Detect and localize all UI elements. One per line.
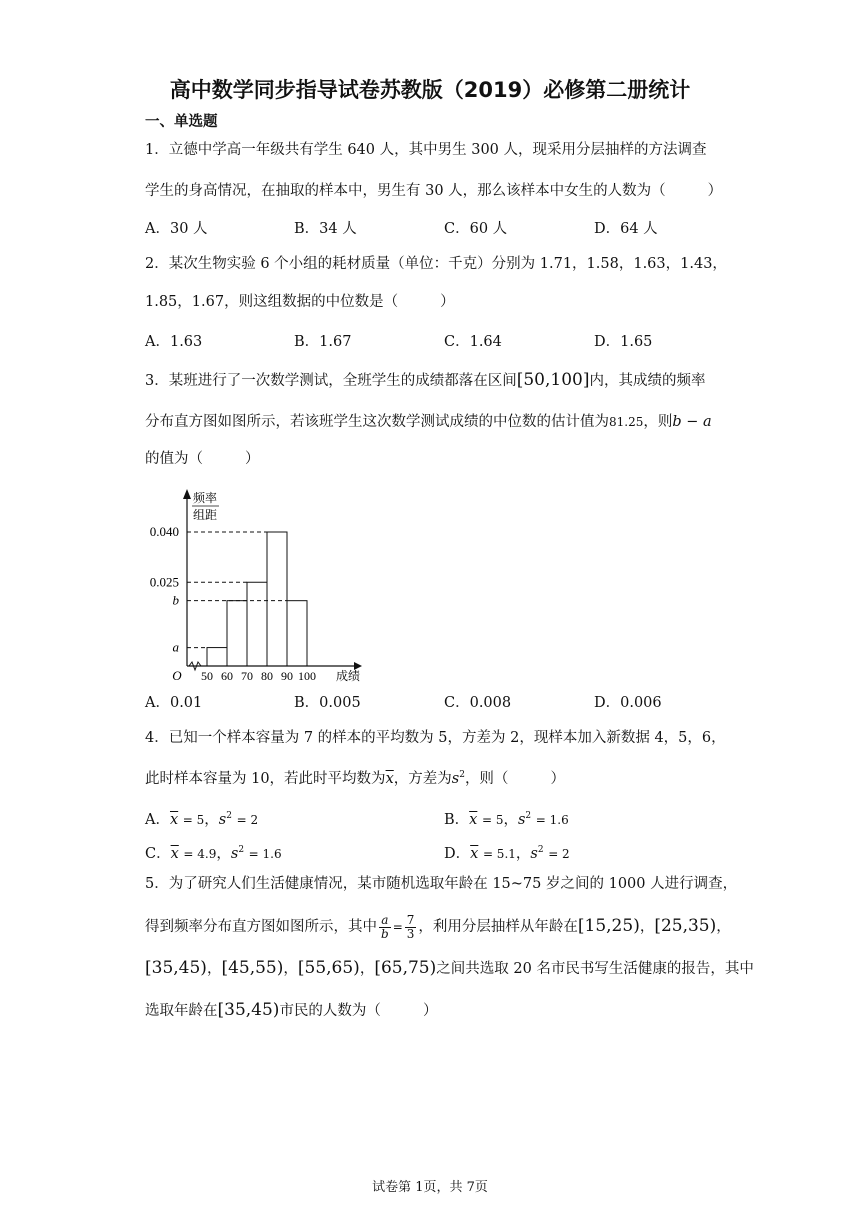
- q4-option-b: B．$\overline{x} = 5$，$s^2 = 1.6$: [444, 811, 569, 828]
- y-axis-arrow: [183, 489, 191, 499]
- x-tick-label: 70: [241, 669, 253, 683]
- q4-line1: 4．已知一个样本容量为 7 的样本的平均数为 5，方差为 2，现样本加入新数据 4，5，6，: [145, 730, 726, 746]
- q2-option-b: B．1.67: [294, 334, 352, 350]
- q3-option-a: A．0.01: [145, 695, 203, 711]
- q3-interval: [50,100]: [516, 370, 590, 390]
- q3-line2: 分布直方图如图所示，若该班学生这次数学测试成绩的中位数的估计值为81.25，则b − a: [145, 414, 712, 430]
- page-footer: 试卷第 1页，共 7页: [372, 1180, 488, 1195]
- origin-label: O: [172, 668, 182, 683]
- q1-option-c: C．60 人: [444, 221, 508, 237]
- section-heading: 一、单选题: [145, 114, 218, 130]
- q4-option-d: D．$\overline{x} = 5.1$，$s^2 = 2$: [444, 845, 570, 862]
- page-title: 高中数学同步指导试卷苏教版（2019）必修第二册统计: [169, 78, 691, 102]
- q4-option-c: C．$\overline{x} = 4.9$，$s^2 = 1.6$: [145, 845, 282, 862]
- q3-line3: 的值为（ ）: [145, 451, 260, 467]
- y-axis-label-bottom: 组距: [193, 508, 218, 522]
- q5-line2: 得到频率分布直方图如图所示，其中 $\frac{a}{b}$ = $\frac{7}{3}$ ，利用分层抽样从年龄在[15,25)，[25,35)，: [145, 912, 731, 941]
- histogram-chart: [140, 484, 380, 684]
- y-axis-label-top: 频率: [193, 491, 218, 505]
- q4-line2: 此时样本容量为 10，若此时平均数为$\overline{x}$，方差为$s^2$，则（ ）: [145, 770, 565, 787]
- q3-option-c: C．0.008: [444, 695, 512, 711]
- histogram-bar: [247, 582, 267, 666]
- q2-line1: 2．某次生物实验 6 个小组的耗材质量（单位：千克）分别为 1.71，1.58，1.63，1.43，: [145, 256, 727, 272]
- q1-option-d: D．64 人: [594, 221, 658, 237]
- q3-expr: b − a: [672, 414, 712, 430]
- x-tick-label: 50: [201, 669, 213, 683]
- x-tick-label: 80: [261, 669, 273, 683]
- q2-line2: 1.85，1.67，则这组数据的中位数是（ ）: [145, 294, 455, 310]
- q4-s2: s: [451, 770, 460, 787]
- q3-line1: 3．某班进行了一次数学测试，全班学生的成绩都落在区间[50,100]内，其成绩的频率: [145, 370, 706, 390]
- q2-option-c: C．1.64: [444, 334, 502, 350]
- histogram-bar: [207, 648, 227, 666]
- y-tick-label: 0.025: [149, 574, 179, 590]
- q3-median: 81.25: [609, 415, 644, 429]
- q4-option-a: A．$\overline{x} = 5$，$s^2 = 2$: [145, 811, 259, 828]
- histogram-bar: [267, 532, 287, 666]
- y-tick-label: 0.040: [149, 524, 179, 539]
- q3-option-b: B．0.005: [294, 695, 361, 711]
- y-tick-label: a: [172, 639, 179, 655]
- q4-xbar: $\overline{x}$: [385, 770, 394, 787]
- q5-line1: 5．为了研究人们生活健康情况，某市随机选取年龄在 15~75 岁之间的 1000 人进行调查，: [145, 876, 738, 892]
- q1-line2: 学生的身高情况，在抽取的样本中，男生有 30 人，那么该样本中女生的人数为（ ）: [145, 183, 723, 199]
- q5-line4: 选取年龄在[35,45)市民的人数为（ ）: [145, 1000, 438, 1020]
- q1-line1: 1．立德中学高一年级共有学生 640 人，其中男生 300 人，现采用分层抽样的方法调查: [145, 142, 707, 158]
- x-tick-label: 100: [298, 669, 316, 683]
- histogram-bar: [287, 601, 307, 666]
- x-tick-label: 60: [221, 669, 233, 683]
- q2-option-a: A．1.63: [145, 334, 203, 350]
- x-tick-label: 90: [281, 669, 293, 683]
- x-axis-label: 成绩: [336, 669, 361, 683]
- q3-option-d: D．0.006: [594, 695, 662, 711]
- q1-option-a: A．30 人: [145, 221, 208, 237]
- q1-option-b: B．34 人: [294, 221, 357, 237]
- q2-option-d: D．1.65: [594, 334, 653, 350]
- y-tick-label: b: [172, 592, 179, 608]
- histogram-bar: [227, 601, 247, 666]
- q5-line3: [35,45)，[45,55)，[55,65)，[65,75)之间共选取 20 名市民书写生活健康的报告，其中: [145, 958, 754, 978]
